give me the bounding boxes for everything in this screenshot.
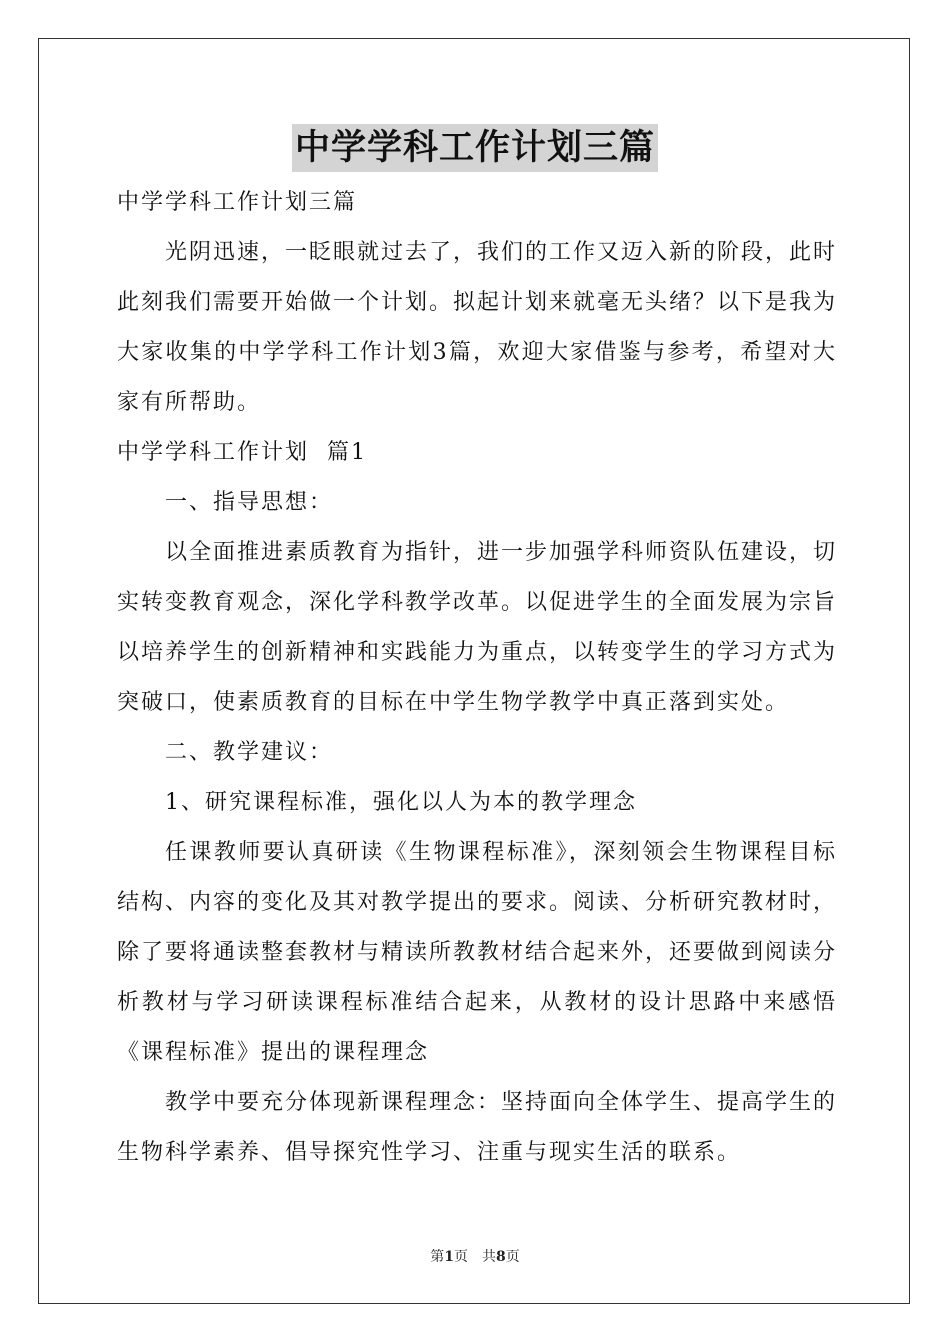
paragraph-7: 任课教师要认真研读《生物课程标准》，深刻领会生物课程目标结构、内容的变化及其对教学提出的要求。阅读、分析研究教材时，除了要将通读整套教材与精读所教教材结合起来外，还要做到阅读分析教材与学习研读课程标准结合起来，从教材的设计思路中来感悟《课程标准》提出的课程理念 <box>117 840 838 1065</box>
footer-page-prefix: 第 <box>430 1249 445 1265</box>
paragraph-8: 教学中要充分体现新课程理念：坚持面向全体学生、提高学生的生物科学素养、倡导探究性学习、注重与现实生活的联系。 <box>117 1090 838 1165</box>
paragraph-2: 中学学科工作计划 篇1 <box>117 440 367 465</box>
paragraph-6: 1、研究课程标准，强化以人为本的教学理念 <box>165 790 637 815</box>
paragraph-4: 以全面推进素质教育为指针，进一步加强学科师资队伍建设，切实转变教育观念，深化学科教学改革。以促进学生的全面发展为宗旨以培养学生的创新精神和实践能力为重点，以转变学生的学习方式为突破口，使素质教育的目标在中学生物学教学中真正落到实处。 <box>117 540 838 715</box>
paragraph-3: 一、指导思想： <box>165 490 334 515</box>
footer-page-current: 1 <box>444 1249 454 1265</box>
footer-page-total: 8 <box>496 1249 506 1265</box>
footer-page-mid: 页 共 <box>454 1249 496 1265</box>
paragraph-0: 中学学科工作计划三篇 <box>117 190 358 215</box>
title-container <box>0 124 950 172</box>
paragraph-5: 二、教学建议： <box>165 740 334 765</box>
document-body <box>117 178 837 1178</box>
page-footer <box>0 1246 950 1266</box>
footer-page-suffix: 页 <box>505 1249 520 1265</box>
paragraph-1: 光阴迅速，一眨眼就过去了，我们的工作又迈入新的阶段，此时此刻我们需要开始做一个计划。拟起计划来就毫无头绪？以下是我为大家收集的中学学科工作计划3篇，欢迎大家借鉴与参考，希望对大家有所帮助。 <box>117 240 838 415</box>
document-title: 中学学科工作计划三篇 <box>292 124 658 172</box>
